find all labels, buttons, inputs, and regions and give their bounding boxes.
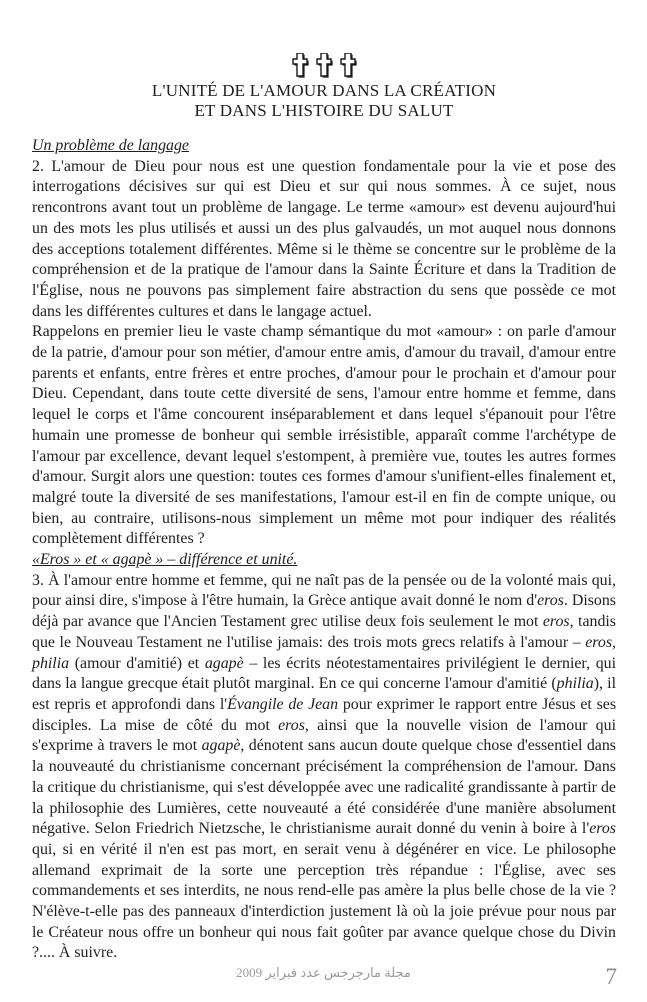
footer-journal-line: مجلة مارجرجس عدد فبراير 2009 (236, 965, 411, 980)
shadowed-latin-cross-icon (316, 53, 333, 78)
document-title-line-2: ET DANS L'HISTOIRE DU SALUT (194, 101, 454, 120)
paragraph-3-eros-agape: 3. À l'amour entre homme et femme, qui ne naît pas de la pensée ou de la volonté mais qui, pour ainsi dire, s'impose à l'être humain, la Grèce antique avait donné le nom d'eros. Disons déjà par avance que l'Ancien Testament grec utilise deux fois seulement le mot eros, tandis que le Nouveau Testament ne l'utilise jamais: des trois mots grecs relatifs à l'amour – eros, philia (amour d'amitié) et agapè – les écrits néotestamentaires privilégient le dernier, qui dans la langue grecque était plutôt marginal. En ce qui concerne l'amour d'amitié (philia), il est repris et approfondi dans l'Évangile de Jean pour exprimer le rapport entre Jésus et ses disciples. La mise de côté du mot eros, ainsi que la nouvelle vision de l'amour qui s'exprime à travers le mot agapè, dénotent sans aucun doute quelque chose d'essentiel dans la nouveauté du christianisme concernant précisément la compréhension de l'amour. Dans la critique du christianisme, qui s'est développée avec une radicalité grandissante à partir de la philosophie des Lumières, cette nouveauté a été considérée d'une manière absolument négative. Selon Friedrich Nietzsche, le christianisme aurait donné du venin à boire à l'eros qui, si en vérité il n'en est pas mort, en serait venu à dégénérer en vice. Le philosophe allemand exprimait de la sorte une perception très répandue : l'Église, avec ses commandements et ses interdits, ne nous rend-elle pas amère la plus belle chose de la vie ? N'élève-t-elle pas des panneaux d'interdiction justement là où la joie prévue pour nous par le Créateur nous offre un bonheur qui nous fait goûter par avance quelque chose du Divin ?.... À suivre. (32, 571, 617, 962)
section-heading-eros-agape: «Eros » et « agapè » – différence et unité. (32, 551, 298, 569)
cross-ornament (32, 53, 616, 78)
document-title-line-1: L'UNITÉ DE L'AMOUR DANS LA CRÉATION (151, 81, 497, 100)
page-number: 7 (605, 964, 617, 989)
document-body (32, 136, 616, 964)
shadowed-latin-cross-icon (292, 53, 309, 78)
section-heading-probleme-de-langage: Un problème de langage (32, 137, 189, 154)
document-title (32, 81, 616, 121)
paragraph-2-langage: 2. L'amour de Dieu pour nous est une question fondamentale pour la vie et pose des interrogations décisives sur qui est Dieu et sur qui nous sommes. À ce sujet, nous rencontrons avant tout un problème de langage. Le terme «amour» est devenu aujourd'hui un des mots les plus utilisés et aussi un des plus galvaudés, un mot auquel nous donnons des acceptions totalement différentes. Même si le thème se concentre sur le problème de la compréhension et de la pratique de l'amour dans la Sainte Écriture et dans la Tradition de l'Église, nous ne pouvons pas simplement faire abstraction du sens que possède ce mot dans les différentes cultures et dans le langage actuel. (32, 157, 616, 320)
paragraph-champ-semantique: Rappelons en premier lieu le vaste champ sémantique du mot «amour» : on parle d'amour de la patrie, d'amour pour son métier, d'amour entre amis, d'amour du travail, d'amour entre parents et enfants, entre frères et entre proches, d'amour pour le prochain et d'amour pour Dieu. Cependant, dans toute cette diversité de sens, l'amour entre homme et femme, dans lequel le corps et l'âme concourent inséparablement et dans lequel s'épanouit pour l'être humain une promesse de bonheur qui semble irrésistible, apparaît comme l'archétype de l'amour par excellence, devant lequel s'estompent, à première vue, toutes les autres formes d'amour. Surgit alors une question: toutes ces formes d'amour s'unifient-elles finalement et, malgré toute la diversité de ses manifestations, l'amour est-il en fin de compte unique, ou bien, au contraire, utilisons-nous simplement un même mot pour indiquer des réalités complètement différentes ? (32, 323, 616, 548)
shadowed-latin-cross-icon (340, 53, 357, 78)
